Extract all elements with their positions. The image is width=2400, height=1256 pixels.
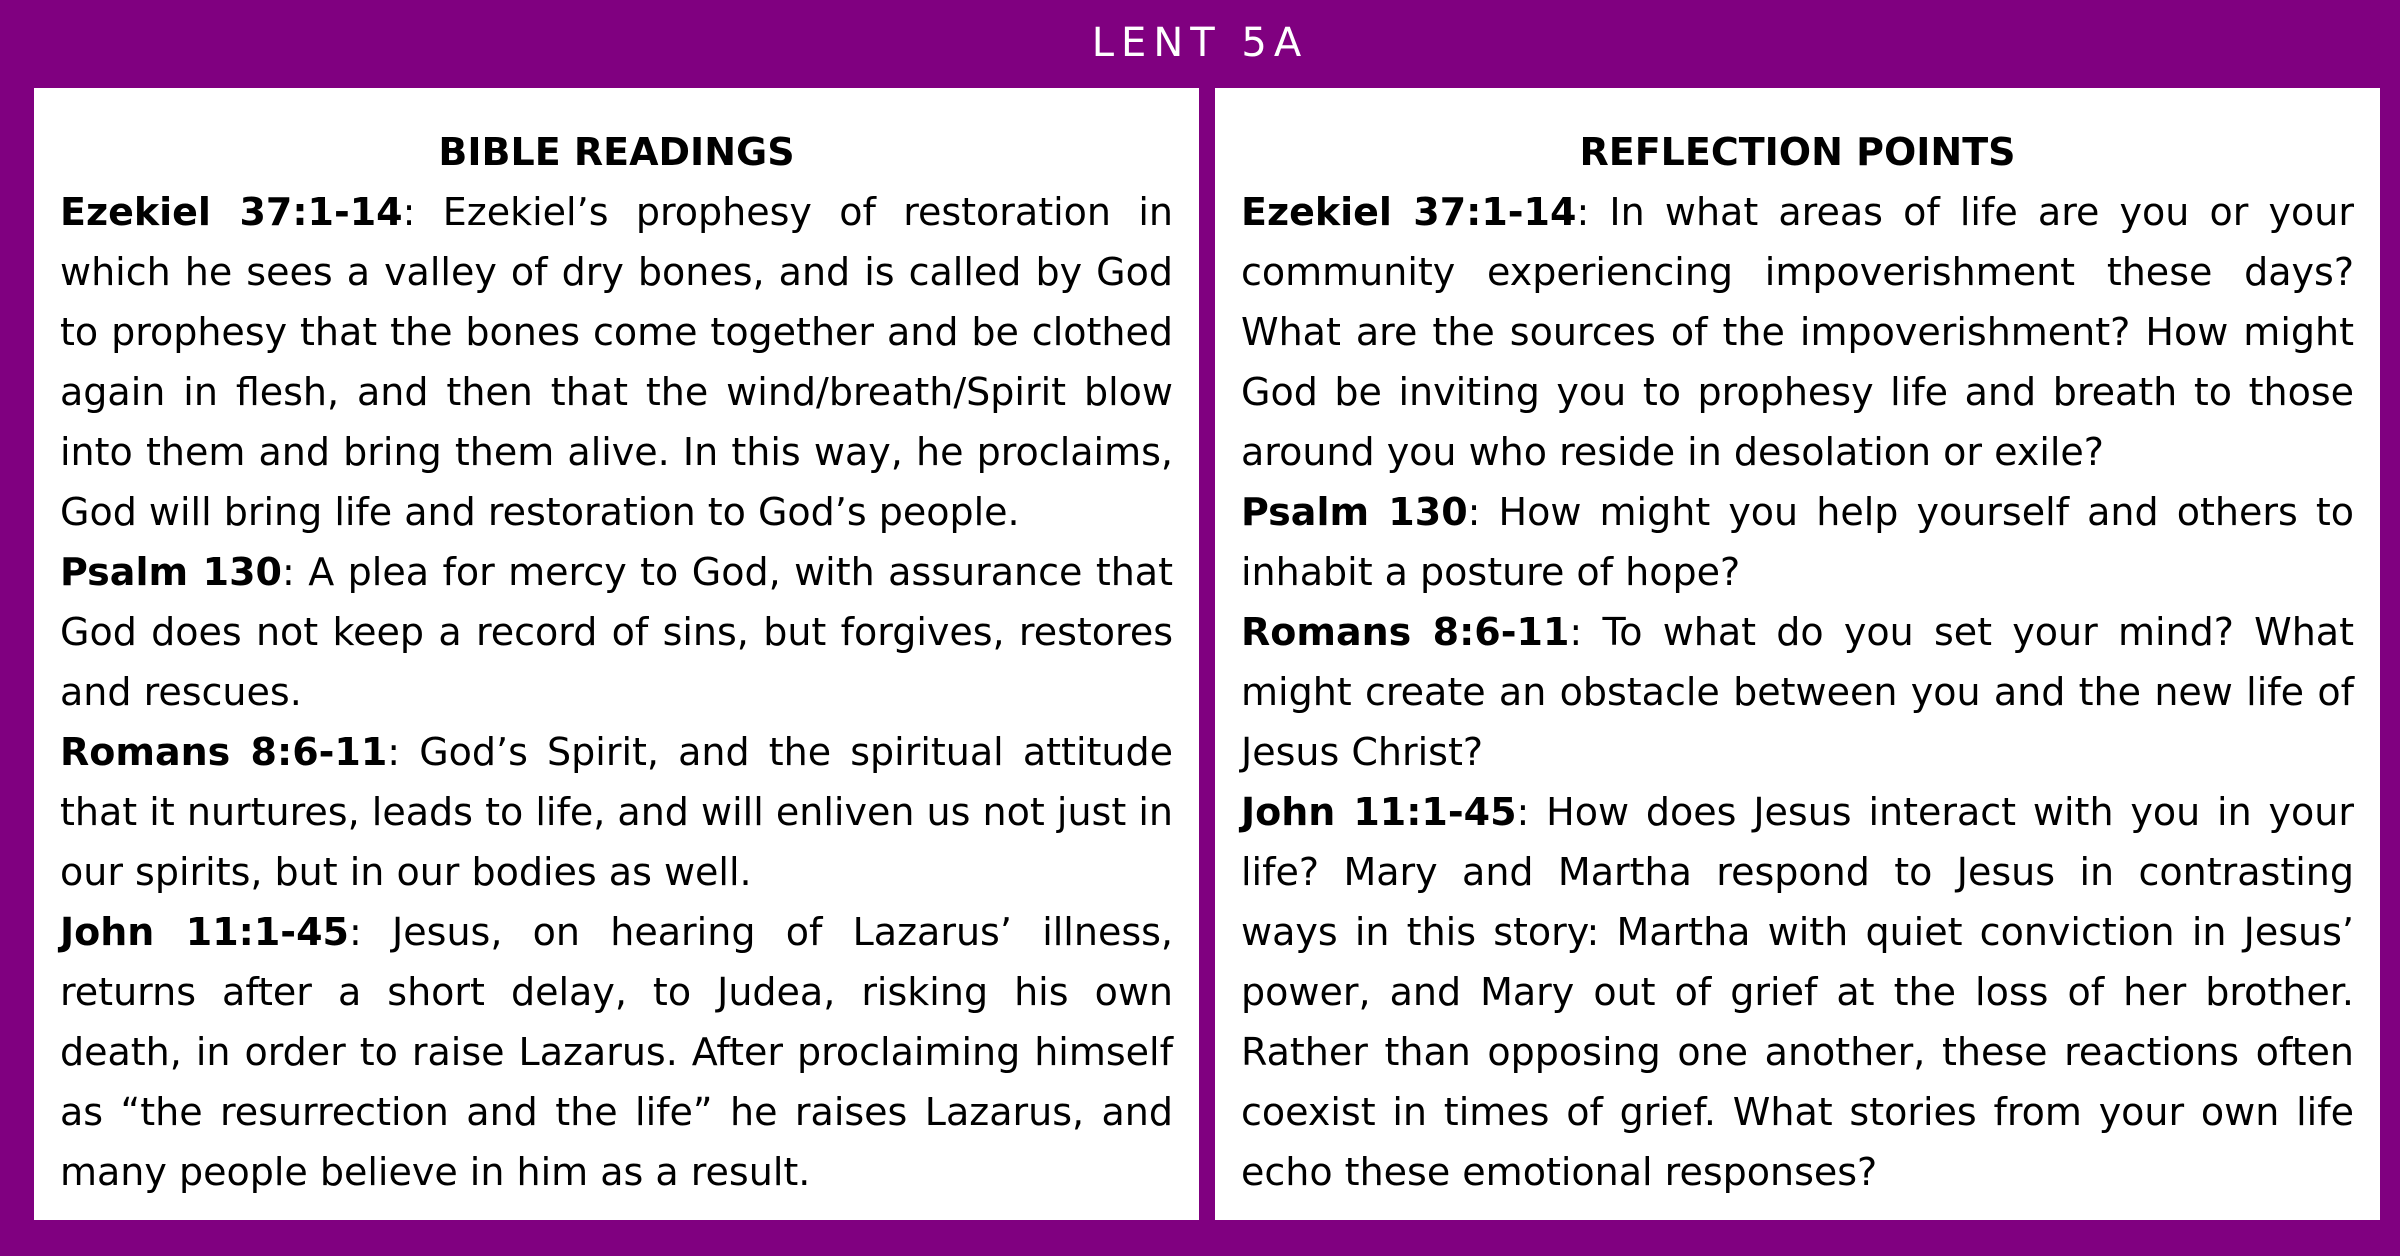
- reading-ezekiel: [60, 182, 1173, 542]
- bible-readings-panel: [34, 88, 1199, 1220]
- reading-reference: Psalm 130: [60, 550, 282, 594]
- reflection-psalm: [1241, 482, 2354, 602]
- reading-text: : God’s Spirit, and the spiritual attitude that it nurtures, leads to life, and will enliven us not just in our spirits, but in our bodies as well.: [60, 730, 1173, 894]
- bible-readings-heading: BIBLE READINGS: [438, 130, 795, 174]
- reflection-text: : In what areas of life are you or your community experiencing impoverishment these days? What are the sources of the impoverishment? How might God be inviting you to prophesy life and breath to those around you who reside in desolation or exile?: [1241, 190, 2355, 474]
- reflection-john: [1241, 782, 2354, 1202]
- reading-text: : Ezekiel’s prophesy of restoration in which he sees a valley of dry bones, and is called by God to prophesy that the bones come together and be clothed again in flesh, and then that the wind/breath/Spirit blow into them and bring them alive. In this way, he proclaims, God will bring life and restoration to God’s people.: [60, 190, 1173, 534]
- page-title: LENT 5A: [1091, 20, 1309, 66]
- reading-romans: [60, 722, 1173, 902]
- reading-reference: John 11:1-45: [60, 910, 349, 954]
- reflection-romans: [1241, 602, 2354, 782]
- reading-reference: Romans 8:6-11: [60, 730, 388, 774]
- reflection-reference: Romans 8:6-11: [1241, 610, 1570, 654]
- reflection-reference: Psalm 130: [1241, 490, 1468, 534]
- reflection-text: : How does Jesus interact with you in your life? Mary and Martha respond to Jesus in contrasting ways in this story: Martha with quiet conviction in Jesus’ power, and Mary out of grief at the loss of her brother. Rather than opposing one another, these reactions often coexist in times of grief. What stories from your own life echo these emotional responses?: [1241, 790, 2354, 1194]
- reflection-ezekiel: [1241, 182, 2354, 482]
- reading-text: : A plea for mercy to God, with assurance that God does not keep a record of sins, but forgives, restores and rescues.: [60, 550, 1173, 714]
- reflection-points-heading: REFLECTION POINTS: [1579, 130, 2016, 174]
- reflection-text: : To what do you set your mind? What might create an obstacle between you and the new life of Jesus Christ?: [1241, 610, 2354, 774]
- reading-psalm: [60, 542, 1173, 722]
- reading-john: [60, 902, 1173, 1202]
- reflection-reference: John 11:1-45: [1241, 790, 1517, 834]
- reflection-reference: Ezekiel 37:1-14: [1241, 190, 1577, 234]
- reflection-text: : How might you help yourself and others to inhabit a posture of hope?: [1241, 490, 2354, 594]
- reflection-points-panel: [1215, 88, 2380, 1220]
- reading-reference: Ezekiel 37:1-14: [60, 190, 403, 234]
- reading-text: : Jesus, on hearing of Lazarus’ illness, returns after a short delay, to Judea, risking his own death, in order to raise Lazarus. After proclaiming himself as “the resurrection and the life” he raises Lazarus, and many people believe in him as a result.: [60, 910, 1174, 1194]
